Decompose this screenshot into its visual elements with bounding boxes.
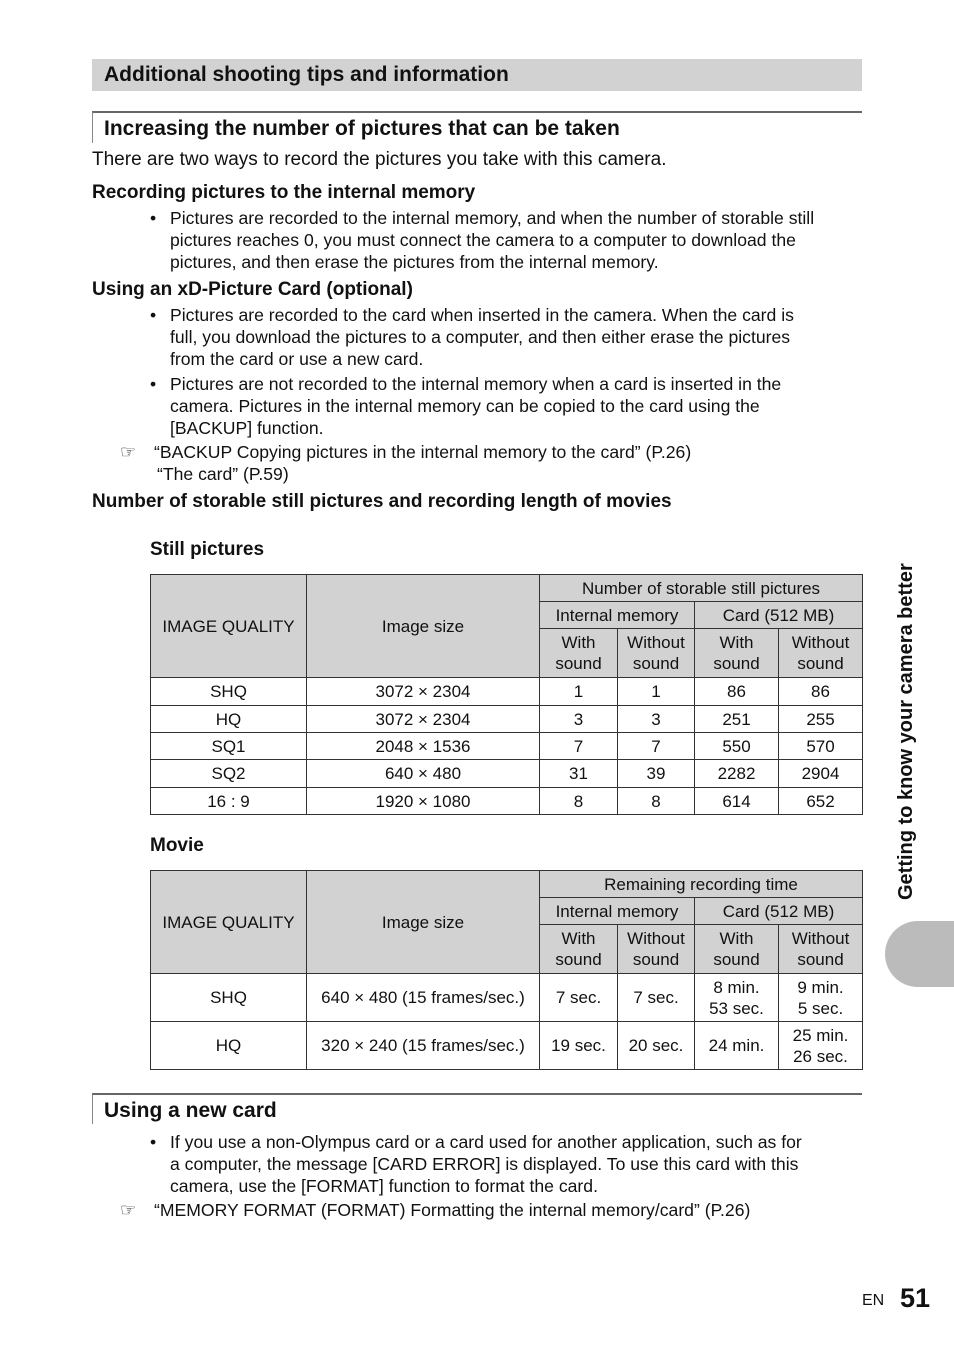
- reference-backup: [120, 441, 691, 485]
- col-header-image-quality: IMAGE QUALITY: [151, 871, 307, 974]
- bullet-line: If you use a non-Olympus card or a card used for another application, such as for: [170, 1132, 802, 1152]
- bullet-new-card: [150, 1131, 862, 1197]
- table-cell: 1: [618, 678, 695, 706]
- table-row: [151, 733, 863, 760]
- bullet-dot: •: [150, 305, 157, 325]
- page-number: 51: [900, 1283, 931, 1313]
- table-cell: 3072 × 2304: [307, 678, 540, 706]
- section-title-increasing: Increasing the number of pictures that can be taken: [92, 111, 862, 143]
- table-cell: 86: [695, 678, 779, 706]
- section-title-new-card: Using a new card: [92, 1093, 862, 1124]
- bullet-line: from the card or use a new card.: [170, 349, 424, 369]
- language-label: EN: [862, 1292, 885, 1309]
- col-header-card: Card (512 MB): [695, 602, 863, 629]
- reference-link-card[interactable]: “The card” (P.59): [157, 464, 289, 484]
- table-cell: 1920 × 1080: [307, 788, 540, 815]
- table-cell: 7: [540, 733, 618, 760]
- col-header-with-sound: With sound: [695, 629, 779, 678]
- col-header-without-sound: Without sound: [779, 925, 863, 974]
- table-cell: 3072 × 2304: [307, 706, 540, 733]
- movie-table-title: Movie: [150, 835, 204, 856]
- bullet-dot: •: [150, 374, 157, 394]
- col-header-without-sound: Without sound: [618, 925, 695, 974]
- table-row: [151, 974, 863, 1022]
- col-header-without-sound: Without sound: [779, 629, 863, 678]
- col-header-internal-memory: Internal memory: [540, 602, 695, 629]
- col-header-card: Card (512 MB): [695, 898, 863, 925]
- bullet-line: Pictures are not recorded to the internal memory when a card is inserted in the: [170, 374, 782, 394]
- reference-link-backup[interactable]: “BACKUP Copying pictures in the internal memory to the card” (P.26): [154, 442, 692, 462]
- col-header-image-size: Image size: [307, 575, 540, 678]
- bullet-internal-memory: [150, 207, 862, 273]
- bullet-line: Pictures are recorded to the internal memory, and when the number of storable still: [170, 208, 815, 228]
- col-header-with-sound: With sound: [695, 925, 779, 974]
- table-row: [151, 788, 863, 815]
- reference-format: [120, 1199, 750, 1221]
- reference-link-format[interactable]: “MEMORY FORMAT (FORMAT) Formatting the internal memory/card” (P.26): [154, 1200, 751, 1220]
- table-cell: 3: [618, 706, 695, 733]
- table-cell: 320 × 240 (15 frames/sec.): [307, 1022, 540, 1070]
- table-cell: 8 min. 53 sec.: [695, 974, 779, 1022]
- table-cell: SQ2: [151, 760, 307, 788]
- pointing-hand-icon: ☞: [120, 1200, 137, 1220]
- table-cell: 652: [779, 788, 863, 815]
- table-cell: 8: [540, 788, 618, 815]
- col-header-internal-memory: Internal memory: [540, 898, 695, 925]
- col-header-with-sound: With sound: [540, 925, 618, 974]
- chapter-header: Additional shooting tips and information: [92, 59, 862, 91]
- bullet-line: full, you download the pictures to a computer, and then either erase the pictures: [170, 327, 791, 347]
- table-cell: 1: [540, 678, 618, 706]
- bullet-card-1: [150, 304, 862, 370]
- table-cell: 2048 × 1536: [307, 733, 540, 760]
- bullet-card-2: [150, 373, 862, 439]
- intro-paragraph: There are two ways to record the pictures you take with this camera.: [92, 149, 667, 170]
- movie-table: [150, 870, 863, 1070]
- table-cell: 640 × 480: [307, 760, 540, 788]
- bullet-line: [BACKUP] function.: [170, 418, 324, 438]
- bullet-dot: •: [150, 208, 157, 228]
- table-cell: 31: [540, 760, 618, 788]
- table-cell: 9 min. 5 sec.: [779, 974, 863, 1022]
- table-cell: 20 sec.: [618, 1022, 695, 1070]
- bullet-line: pictures reaches 0, you must connect the camera to a computer to download the: [170, 230, 796, 250]
- table-cell: SHQ: [151, 974, 307, 1022]
- table-cell: 24 min.: [695, 1022, 779, 1070]
- table-cell: 570: [779, 733, 863, 760]
- subheading-internal-memory: Recording pictures to the internal memory: [92, 182, 476, 203]
- table-cell: SQ1: [151, 733, 307, 760]
- subheading-xd-card: Using an xD-Picture Card (optional): [92, 279, 413, 300]
- table-cell: 16 : 9: [151, 788, 307, 815]
- table-cell: 251: [695, 706, 779, 733]
- table-cell: 7 sec.: [540, 974, 618, 1022]
- table-cell: HQ: [151, 706, 307, 733]
- table-cell: 7 sec.: [618, 974, 695, 1022]
- table-row: [151, 706, 863, 733]
- col-header-image-size: Image size: [307, 871, 540, 974]
- chapter-sidebar-label: Getting to know your camera better: [895, 563, 917, 900]
- table-cell: 19 sec.: [540, 1022, 618, 1070]
- table-cell: 7: [618, 733, 695, 760]
- table-cell: SHQ: [151, 678, 307, 706]
- bullet-line: camera, use the [FORMAT] function to format the card.: [170, 1176, 598, 1196]
- table-cell: 3: [540, 706, 618, 733]
- still-pictures-table: [150, 574, 863, 815]
- table-cell: 614: [695, 788, 779, 815]
- table-cell: 550: [695, 733, 779, 760]
- table-cell: 640 × 480 (15 frames/sec.): [307, 974, 540, 1022]
- col-header-without-sound: Without sound: [618, 629, 695, 678]
- table-row: [151, 678, 863, 706]
- bullet-line: camera. Pictures in the internal memory can be copied to the card using the: [170, 396, 760, 416]
- col-header-group: Remaining recording time: [540, 871, 863, 898]
- col-header-image-quality: IMAGE QUALITY: [151, 575, 307, 678]
- bullet-line: pictures, and then erase the pictures from the internal memory.: [170, 252, 659, 272]
- pointing-hand-icon: ☞: [120, 442, 137, 462]
- table-cell: 255: [779, 706, 863, 733]
- table-row: [151, 1022, 863, 1070]
- subheading-storable-number: Number of storable still pictures and recording length of movies: [92, 491, 672, 512]
- table-cell: 86: [779, 678, 863, 706]
- table-cell: 25 min. 26 sec.: [779, 1022, 863, 1070]
- col-header-group: Number of storable still pictures: [540, 575, 863, 602]
- col-header-with-sound: With sound: [540, 629, 618, 678]
- table-cell: 8: [618, 788, 695, 815]
- table-row: [151, 760, 863, 788]
- table-cell: 2904: [779, 760, 863, 788]
- still-table-title: Still pictures: [150, 539, 265, 560]
- table-cell: 2282: [695, 760, 779, 788]
- bullet-dot: •: [150, 1132, 157, 1152]
- table-cell: HQ: [151, 1022, 307, 1070]
- thumb-index-tab: [885, 921, 954, 987]
- bullet-line: a computer, the message [CARD ERROR] is displayed. To use this card with this: [170, 1154, 799, 1174]
- bullet-line: Pictures are recorded to the card when inserted in the camera. When the card is: [170, 305, 794, 325]
- table-cell: 39: [618, 760, 695, 788]
